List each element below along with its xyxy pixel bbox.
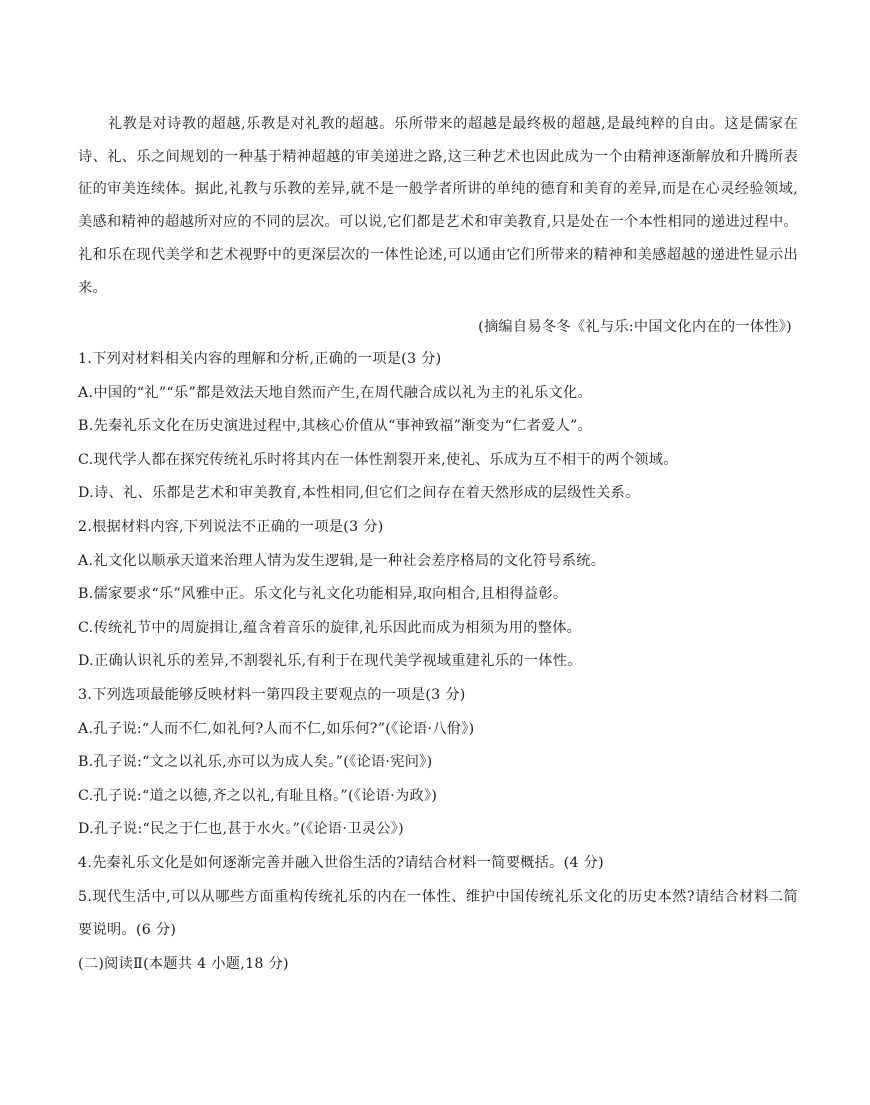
passage-source: (摘编自易冬冬《礼与乐:中国文化内在的一体性》) — [478, 319, 792, 335]
question-5-stem: 5.现代生活中,可以从哪些方面重构传统礼乐的内在一体性、维护中国传统礼乐文化的历史本然?请结合材料二简要说明。(6 分) — [78, 888, 798, 939]
question-1-stem: 1.下列对材料相关内容的理解和分析,正确的一项是(3 分) — [78, 351, 442, 367]
question-3-option-b: B.孔子说:“文之以礼乐,亦可以为成人矣。”(《论语·宪问》) — [78, 754, 433, 771]
passage-paragraph: 礼教是对诗教的超越,乐教是对礼教的超越。乐所带来的超越是最终极的超越,是最纯粹的自由。这是儒家在诗、礼、乐之间规划的一种基于精神超越的审美递进之路,这三种艺术也因此成为一个由精神逐渐解放和升腾所表征的审美连续体。据此,礼教与乐教的差异,就不是一般学者所讲的单纯的德育和美育的差异,而是在心灵经验领域,美感和精神的超越所对应的不同的层次。可以说,它们都是艺术和审美教育,只是处在一个本性相同的递进过程中。礼和乐在现代美学和艺术视野中的更深层次的一体性论述,可以通由它们所带来的精神和美感超越的递进性显示出来。 — [78, 116, 798, 296]
question-2-option-b: B.儒家要求“乐”风雅中正。乐文化与礼文化功能相异,取向相合,且相得益彰。 — [78, 586, 568, 603]
question-4-stem: 4.先秦礼乐文化是如何逐渐完善并融入世俗生活的?请结合材料一简要概括。(4 分) — [78, 854, 604, 871]
question-1-option-c: C.现代学人都在探究传统礼乐时将其内在一体性割裂开来,使礼、乐成为互不相干的两个领域。 — [78, 451, 678, 468]
question-3-option-c: C.孔子说:“道之以德,齐之以礼,有耻且格。”(《论语·为政》) — [78, 787, 438, 804]
question-1-option-a: A.中国的“礼”“乐”都是效法天地自然而产生,在周代融合成以礼为主的礼乐文化。 — [78, 384, 592, 401]
question-list — [78, 343, 798, 981]
question-2-option-d: D.正确认识礼乐的差异,不割裂礼乐,有利于在现代美学视域重建礼乐的一体性。 — [78, 653, 582, 670]
question-3-option-d: D.孔子说:“民之于仁也,甚于水火。”(《论语·卫灵公》) — [78, 821, 404, 838]
question-3-stem: 3.下列选项最能够反映材料一第四段主要观点的一项是(3 分) — [78, 686, 466, 703]
question-1-option-b: B.先秦礼乐文化在历史演进过程中,其核心价值从“事神致福”渐变为“仁者爱人”。 — [78, 418, 593, 435]
section-heading: (二)阅读Ⅱ(本题共 4 小题,18 分) — [78, 955, 289, 972]
question-3-option-a: A.孔子说:“人而不仁,如礼何?人而不仁,如乐何?”(《论语·八佾》) — [78, 720, 475, 737]
question-2-stem: 2.根据材料内容,下列说法不正确的一项是(3 分) — [78, 518, 384, 535]
question-1-option-d: D.诗、礼、乐都是艺术和审美教育,本性相同,但它们之间存在着天然形成的层级性关系。 — [78, 485, 640, 502]
question-2-option-c: C.传统礼节中的周旋揖让,蕴含着音乐的旋律,礼乐因此而成为相须为用的整体。 — [78, 619, 582, 636]
question-2-option-a: A.礼文化以顺承天道来治理人情为发生逻辑,是一种社会差序格局的文化符号系统。 — [78, 552, 606, 569]
